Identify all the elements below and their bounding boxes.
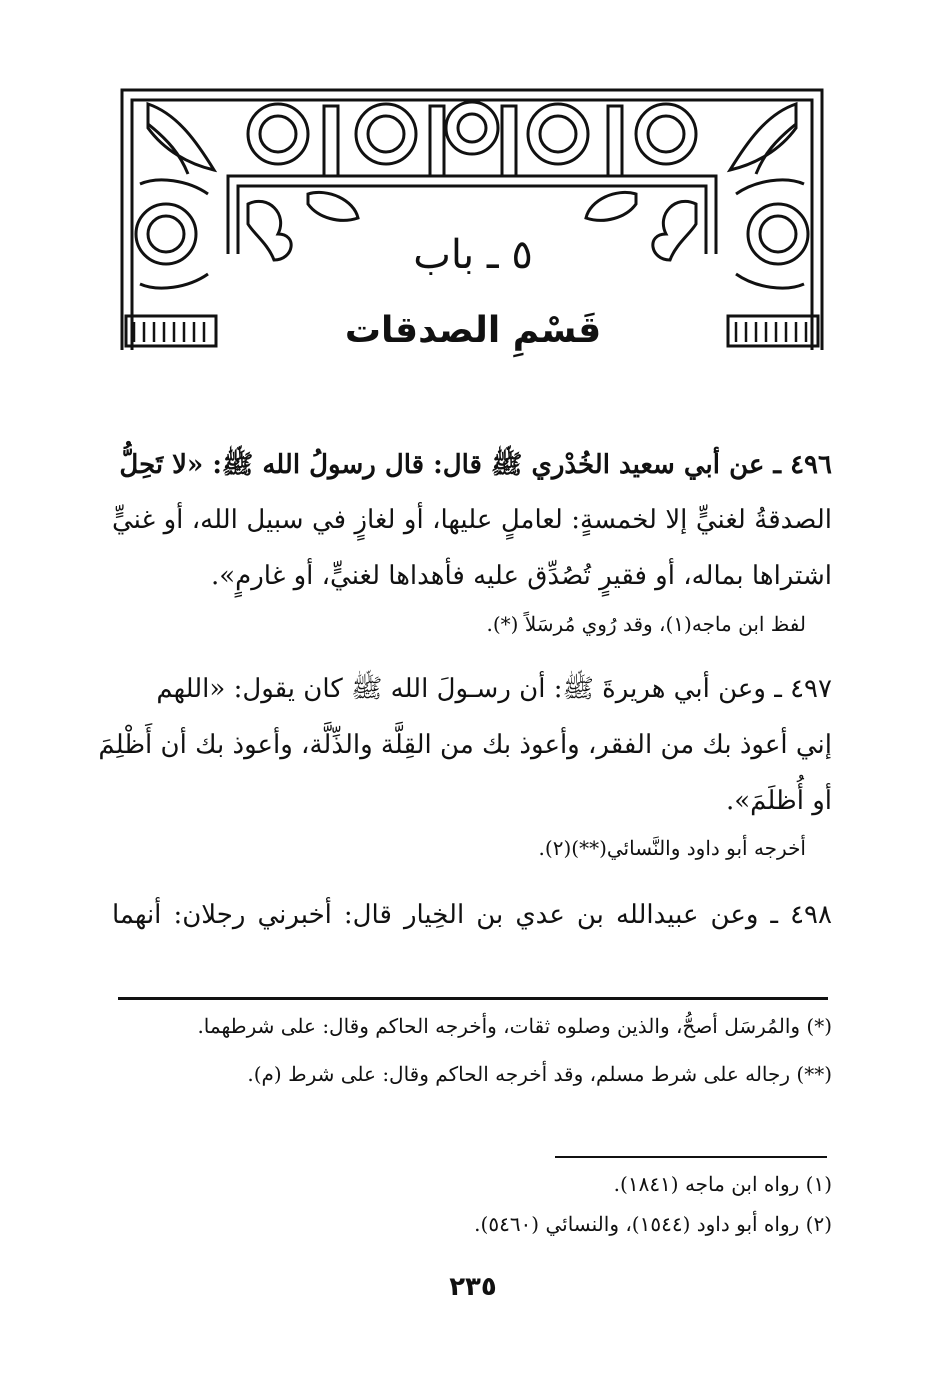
- hadith-496-text: ٤٩٦ ـ عن أبي سعيد الخُدْري ﷺ قال: قال رسولُ الله ﷺ: «لا تَحِلُّ: [119, 450, 832, 480]
- note-1: (*) والمُرسَل أصحُّ، والذين وصلوه ثقات، وأخرجه الحاكم وقال: على شرطهما.: [197, 1014, 832, 1038]
- note-2: (**) رجاله على شرط مسلم، وقد أخرجه الحاكم وقال: على شرط (م).: [247, 1062, 832, 1086]
- hadith-497-source: أخرجه أبو داود والنَّسائي(**)(٢).: [538, 836, 806, 860]
- hadith-497-line-1: ٤٩٧ ـ وعن أبي هريرةَ ﷺ: أن رسـولَ الله ﷺ كان يقول: «اللهم: [156, 674, 832, 704]
- hadith-496-line-3: اشتراها بماله، أو فقيرٍ تُصُدِّق عليه فأهداها لغنيٍّ، أو غارمٍ».: [210, 561, 832, 591]
- footnotes-separator: [555, 1156, 827, 1158]
- footnote-1: (١) رواه ابن ماجه (١٨٤١).: [613, 1172, 832, 1196]
- hadith-496-source: لفظ ابن ماجه(١)، وقد رُوي مُرسَلاً (*).: [486, 612, 806, 636]
- chapter-heading: ٥ ـ باب: [413, 232, 533, 278]
- hadith-496-line-2: الصدقةُ لغنيٍّ إلا لخمسةٍ: لعاملٍ عليها، أو لغازٍ في سبيل الله، أو غنيٍّ: [112, 505, 832, 535]
- notes-separator: [118, 997, 828, 1000]
- footnote-2: (٢) رواه أبو داود (١٥٤٤)، والنسائي (٥٤٦٠).: [474, 1212, 832, 1236]
- hadith-497-line-3: أو أُظلَمَ».: [725, 786, 832, 816]
- hadith-498-line-1: ٤٩٨ ـ وعن عبيدالله بن عدي بن الخِيار قال: أخبرني رجلان: أنهما: [112, 900, 832, 930]
- chapter-title: قَسْمِ الصدقات: [344, 310, 602, 351]
- page-number: ٢٣٥: [449, 1272, 497, 1302]
- hadith-497-line-2: إني أعوذ بك من الفقر، وأعوذ بك من القِلَّة والذِّلَّة، وأعوذ بك أن أَظْلِمَ: [98, 730, 832, 760]
